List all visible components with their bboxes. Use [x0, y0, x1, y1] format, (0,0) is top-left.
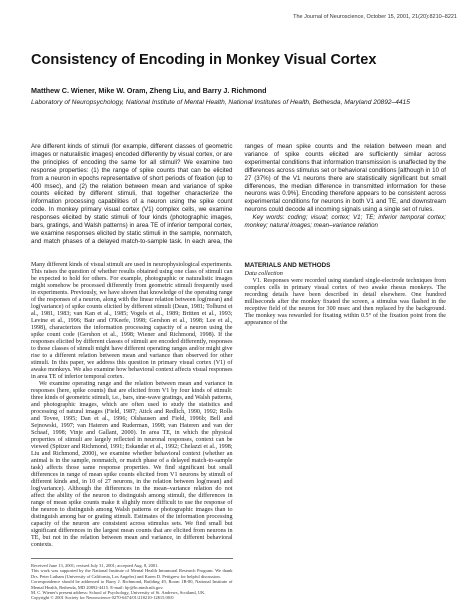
abstract	[31, 143, 446, 251]
article-body	[31, 262, 446, 610]
author-list: Matthew C. Wiener, Mike W. Oram, Zheng Liu, and Barry J. Richmond	[31, 86, 267, 95]
footnote-address: M. C. Wiener's present address: School of Psychology, University of St. Andrews, Scotland, UK.	[31, 590, 206, 596]
author-affiliation: Laboratory of Neuropsychology, National Institute of Mental Health, National Institutes of Health, Bethesda, Maryland 20892–4415	[31, 99, 410, 106]
subsection-heading: Data collection	[244, 270, 283, 277]
section-heading: MATERIALS AND METHODS	[244, 262, 331, 269]
footnote-funding: This work was supported by the National Institute of Mental Health Intramural Research Program. We thank Drs. Peter Latham (University of California, Los Angeles) and Karen D. Pettigrew for helpful discussion.	[31, 568, 233, 579]
footnotes	[31, 558, 233, 601]
article-title: Consistency of Encoding in Monkey Visual Cortex	[31, 52, 377, 68]
footnote-correspondence: Correspondence should be addressed to Barry J. Richmond, Building 49, Room 1B-80, National Institute of Mental Health, Bethesda, MD 20892-4415. E-mail: bjr@ln.nimh.nih.gov.	[31, 579, 233, 590]
body-paragraph: We examine operating range and the relation between mean and variance in responses (here, spike counts) that are elicited from V1 by four kinds of stimuli: three kinds of geometric stimuli, i.e., bars, sine-wave gratings, and Walsh patterns, and photographic images, which are often used to study the statistics and processing of natural images (Field, 1987; Atick and Redlich, 1990, 1992; Rolls and Tovee, 1995; Dan et al., 1996; Olshausen and Field, 1996b; Bell and Sejnowski, 1997; van Hateren and Ruderman, 1998; van Hateren and van der Schaaf, 1998; Vinje and Gallant, 2000). In area TE, in which the physical properties of stimuli are largely reflected in neuronal responses, context can be viewed (Spitzer and Richmond, 1991; Eskandar et al., 1992; Chelazzi et al., 1998; Liu and Richmond, 2000), we examine whether behavioral context (whether an animal is in the sample, nonmatch, or match phase of a delayed match-to-sample task) affects those same response properties. We find significant but small differences in range of mean spike counts elicited from V1 neurons by stimuli of different kinds and, in 10 of 27 neurons, in the relation between log(mean) and log(variance). Although the differences in the mean–variance relation do not affect the ability of the neuron to distinguish among stimuli, the differences in range of mean spike counts make it slightly more difficult to use the response of the neuron to distinguish among Walsh patterns or photographic images than to distinguish among bar or grating stimuli. Estimates of the information processing capacity of the neuron are consistent across stimulus sets. We find small but significant differences in the largest mean counts that are elicited from neurons in TE, but not in the relation between mean and variance, in different behavioral contexts.	[31, 381, 233, 548]
journal-header: The Journal of Neuroscience, October 15, 2001, 21(20):8210–8221	[293, 14, 457, 20]
body-paragraph: V1. Responses were recorded using standard single-electrode techniques from complex cells in primary visual cortex of two awake rhesus monkeys. The recording details have been described in detail elsewhere. One hundred milliseconds after the monkey fixated the screen, a stimulus was flashed in the receptive field of the neuron for 300 msec and then replaced by the background. The monkey was rewarded for fixating within 0.5° of the fixation point from the appearance of the	[244, 278, 446, 326]
footnote-received: Received June 13, 2001; revised July 31, 2001; accepted Aug. 8, 2001.	[31, 563, 159, 568]
body-paragraph: Many different kinds of visual stimuli are used in neurophysiological experiments. This raises the question of whether results obtained using one class of stimuli can be expected to hold for others. For example, photographic or naturalistic images might somehow be processed differently from geometric stimuli frequently used in experiments. Previously, we have shown that knowledge of the operating range of the responses of a neuron, along with the linear relation between log(mean) and log(variance) of spike counts elicited by different stimuli (Dean, 1981; Tolhurst et al., 1981, 1983; van Kan et al., 1985; Vogels et al., 1989; Britten et al., 1993; Levine et al., 1996; Bair and O'Keefe, 1998; Gershon et al., 1998; Lee et al., 1998), characterizes the information processing capacity of a neuron using the spike count code (Gershon et al., 1998; Wiener and Richmond, 1998). If the responses elicited by different classes of stimuli are encoded differently, responses to those classes of stimuli might have different operating ranges and/or might give rise to a different relation between mean and variance than observed for other stimuli. In this paper, we address this question in primary visual cortex (V1) of awake monkeys. We also examine how behavioral context affects visual responses in area TE of inferior temporal cortex.	[31, 262, 233, 380]
abstract-text: Are different kinds of stimuli (for example, different classes of geometric images or naturalistic images) encoded differently by visual cortex, or are the principles of encoding the same for all stimuli? We examine two response properties: (1) the range of spike counts that can be elicited from a neuron in epochs representative of short periods of fixation (up to 400 msec), and (2) the relation between mean and variance of spike counts elicited by different stimuli, that together characterize the information processing capabilities of a neuron using the spike count code. In monkey primary visual cortex (V1) complex cells, we examine responses elicited by static stimuli of four kinds (photographic images, bars, gratings, and Walsh patterns) in area TE of inferior temporal cortex, we examine responses elicited by static stimuli in the sample, nonmatch, and match phases of a delayed match-to-sample task. In each area, the ranges of mean spike counts and the relation between mean and variance of spike counts elicited are sufficiently similar across experimental conditions that information transmission is unaffected by the differences across stimulus set or behavioral conditions [although in 10 of 27 (37%) of the V1 neurons there are statistically significant but small differences, the median difference in transmitted information for these neurons was 0.9%]. Encoding therefore appears to be consistent across experimental conditions for neurons in both V1 and TE, and downstream neurons could decode all incoming signals using a single set of rules.	[31, 143, 446, 245]
footnote-copyright: Copyright © 2001 Society for Neuroscience 0270-6474/01/218210-12$15.00/0	[31, 595, 174, 601]
keywords: Key words: coding; visual; cortex; V1; TE; inferior temporal cortex; monkey; natural images; mean–variance relation	[244, 214, 446, 230]
